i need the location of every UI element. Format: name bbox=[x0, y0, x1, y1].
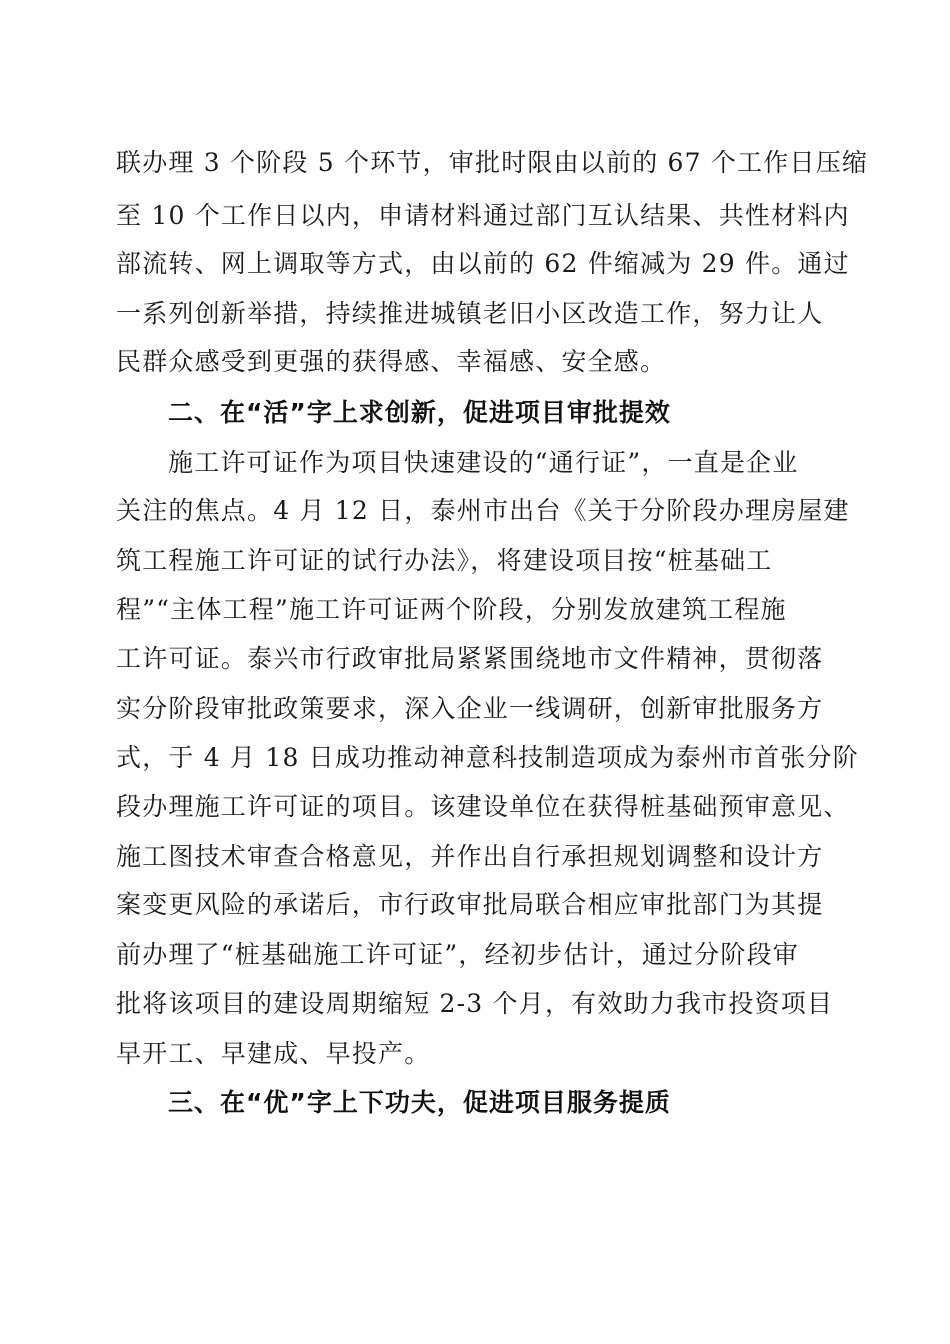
text-line: 式，于 4 月 18 日成功推动神意科技制造项成为泰州市首张分阶 bbox=[116, 743, 859, 772]
text-line: 民群众感受到更强的获得感、幸福感、安全感。 bbox=[116, 347, 667, 376]
section-heading-3: 三、在“优”字上下功夫，促进项目服务提质 bbox=[168, 1088, 671, 1117]
text-line: 施工图技术审查合格意见，并作出自行承担规划调整和设计方 bbox=[116, 842, 824, 871]
text-line: 施工许可证作为项目快速建设的“通行证”，一直是企业 bbox=[168, 448, 799, 477]
text-line: 段办理施工许可证的项目。该建设单位在获得桩基础预审意见、 bbox=[116, 792, 850, 821]
text-line: 批将该项目的建设周期缩短 2-3 个月，有效助力我市投资项目 bbox=[116, 989, 834, 1018]
text-line: 案变更风险的承诺后，市行政审批局联合相应审批部门为其提 bbox=[116, 890, 824, 919]
section-heading-2: 二、在“活”字上求创新，促进项目审批提效 bbox=[168, 398, 671, 427]
text-line: 关注的焦点。4 月 12 日，泰州市出台《关于分阶段办理房屋建 bbox=[116, 496, 850, 525]
text-line: 筑工程施工许可证的试行办法》，将建设项目按“桩基础工 bbox=[116, 546, 773, 575]
text-line: 工许可证。泰兴市行政审批局紧紧围绕地市文件精神，贯彻落 bbox=[116, 644, 824, 673]
text-line: 一系列创新举措，持续推进城镇老旧小区改造工作，努力让人 bbox=[116, 299, 824, 328]
text-line: 早开工、早建成、早投产。 bbox=[116, 1039, 431, 1068]
text-line: 前办理了“桩基础施工许可证”，经初步估计，通过分阶段审 bbox=[116, 940, 799, 969]
text-line: 程”“主体工程”施工许可证两个阶段，分别发放建筑工程施 bbox=[116, 595, 787, 624]
text-line: 至 10 个工作日以内，申请材料通过部门互认结果、共性材料内 bbox=[116, 201, 850, 230]
text-line: 部流转、网上调取等方式，由以前的 62 件缩减为 29 件。通过 bbox=[116, 249, 850, 278]
text-line: 实分阶段审批政策要求，深入企业一线调研，创新审批服务方 bbox=[116, 694, 824, 723]
text-line: 联办理 3 个阶段 5 个环节，审批时限由以前的 67 个工作日压缩 bbox=[116, 148, 869, 177]
